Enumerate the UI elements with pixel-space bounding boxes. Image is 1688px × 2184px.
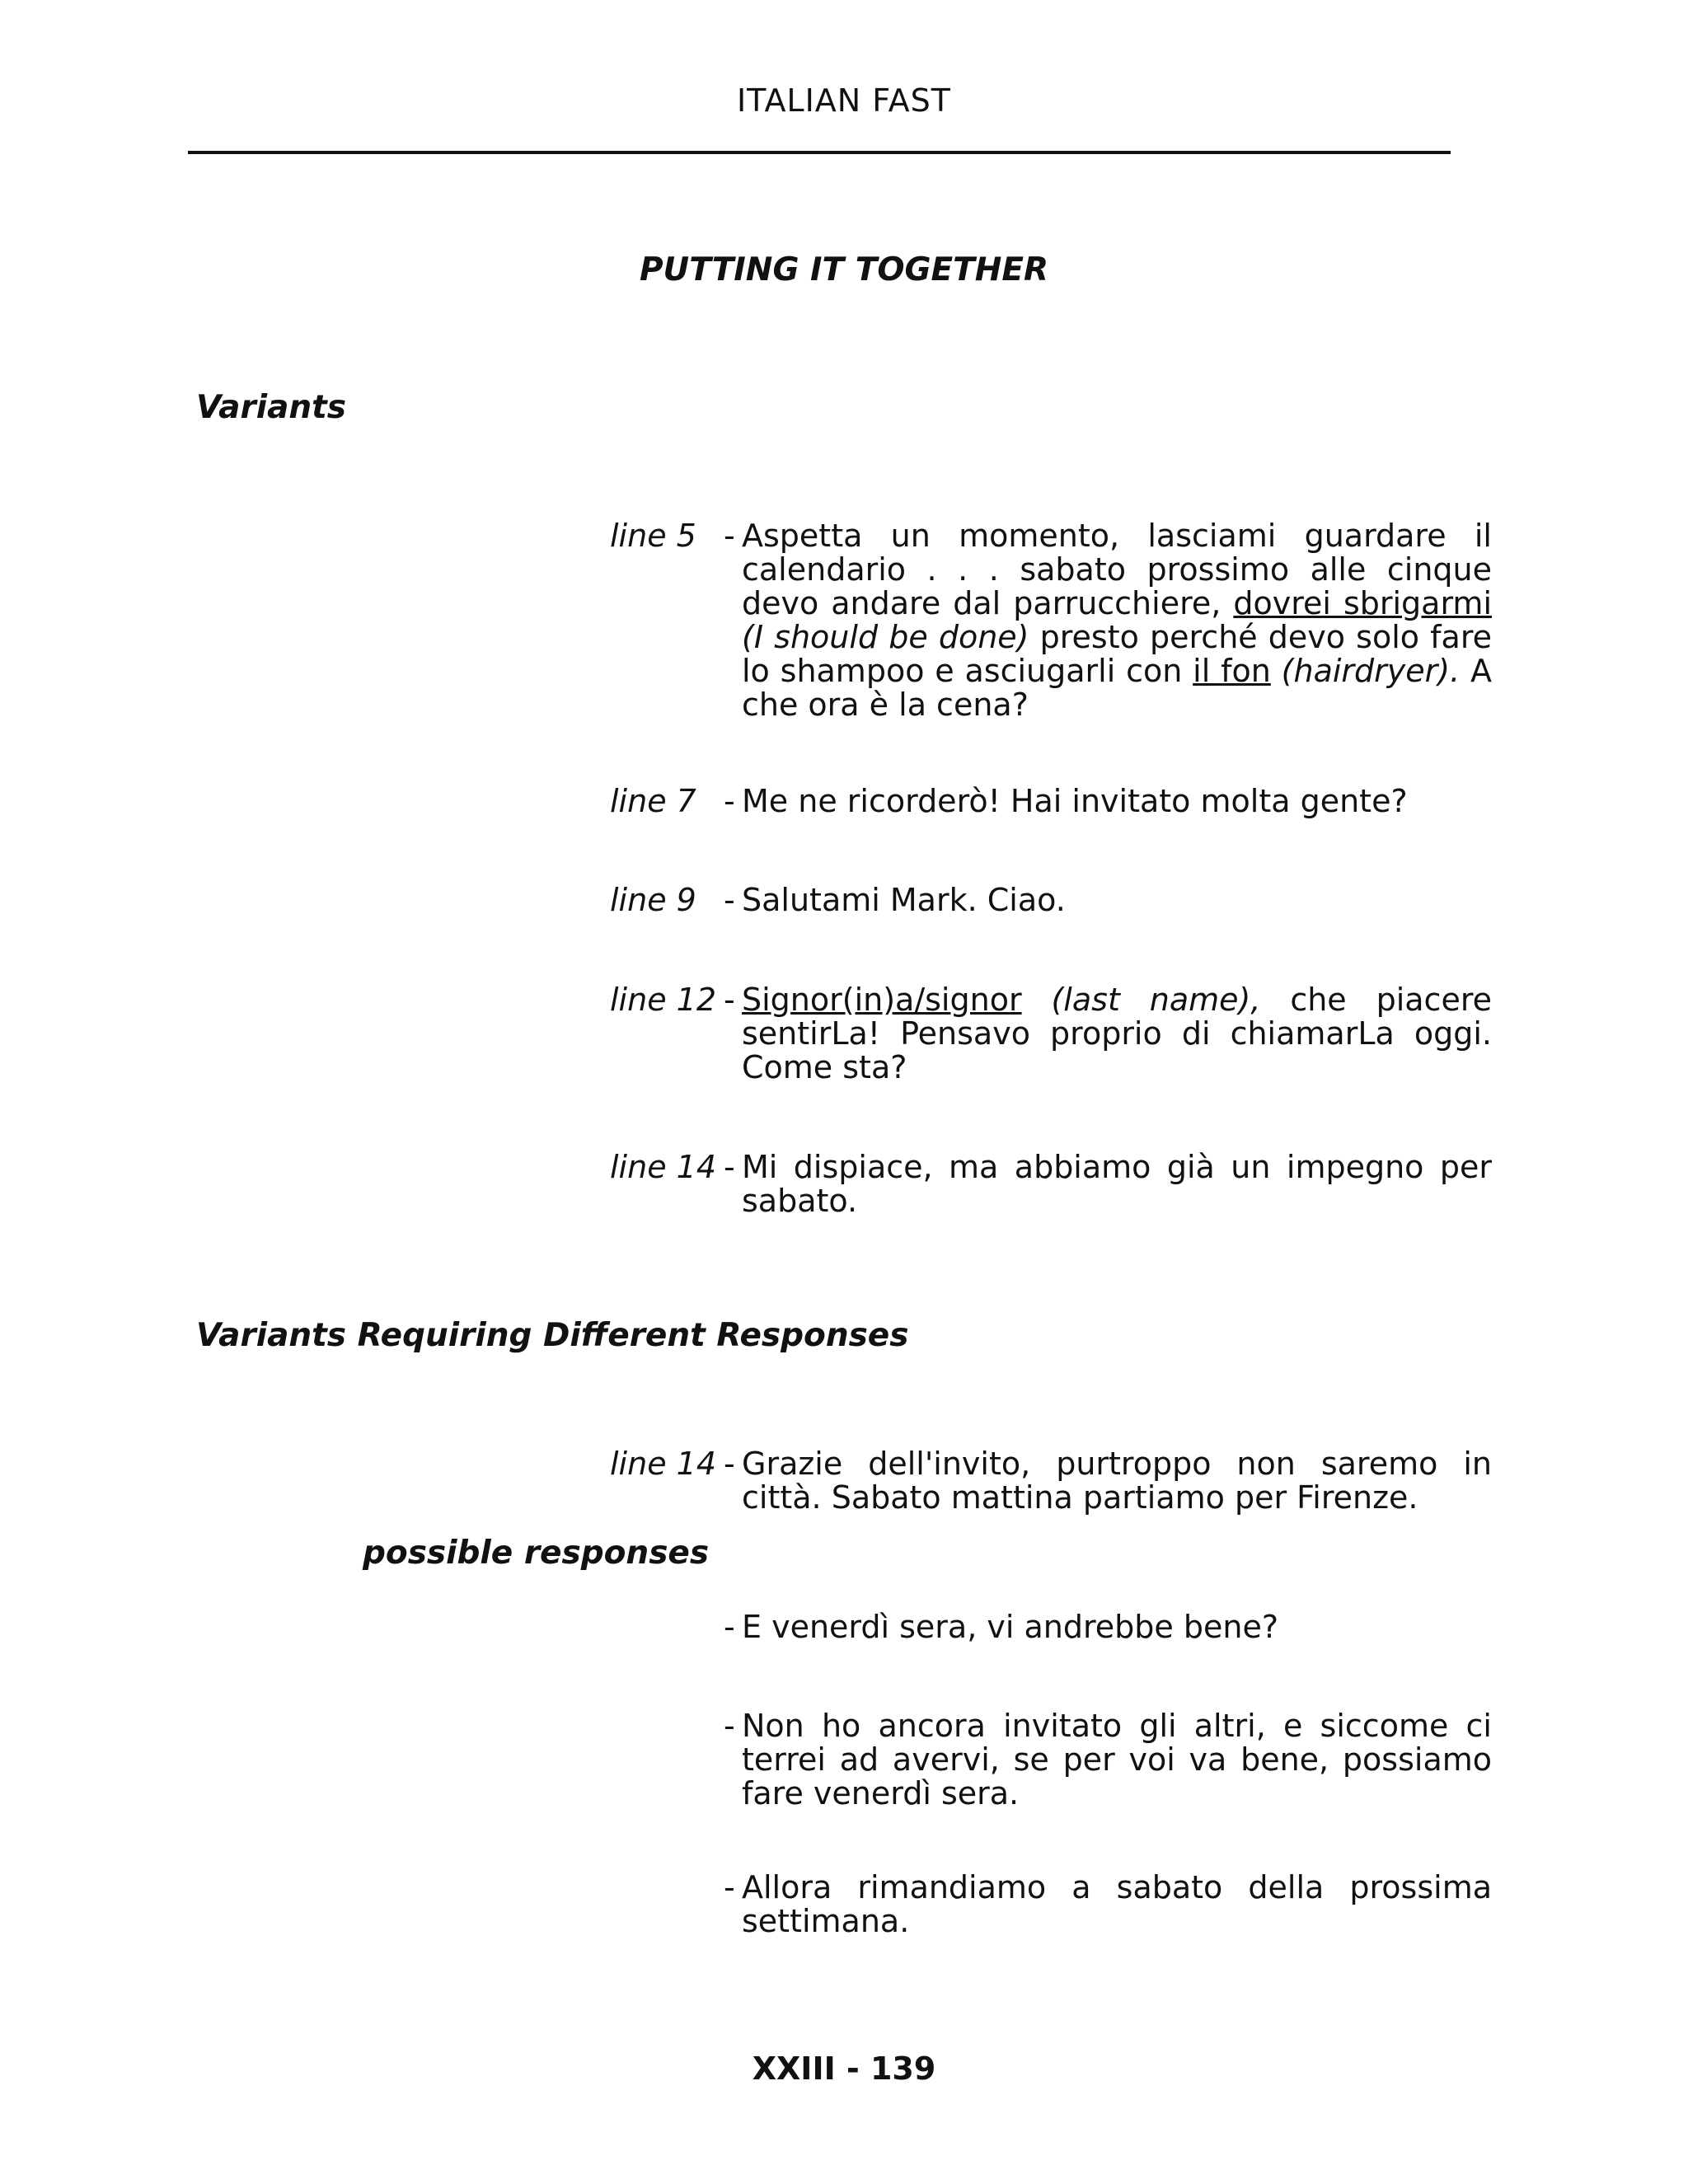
text-run: che piacere sentirLa! Pensavo proprio di chiamarLa oggi. Come sta? xyxy=(742,982,1492,1085)
variant-line-12 xyxy=(610,983,1492,1085)
page-number: XXIII - 139 xyxy=(752,2050,936,2087)
possible-response xyxy=(724,1709,1492,1811)
underlined-phrase: il fon xyxy=(1193,653,1271,689)
entry-text: Salutami Mark. Ciao. xyxy=(742,882,1066,918)
variant-line-9 xyxy=(610,883,1492,917)
entry-dash: - xyxy=(724,518,735,554)
variant-line-14 xyxy=(610,1151,1492,1218)
entry-dash: - xyxy=(724,1446,735,1482)
line-ref: line 14 xyxy=(610,1446,717,1482)
running-header: ITALIAN FAST xyxy=(736,82,952,119)
italic-gloss: (last name), xyxy=(1021,982,1261,1018)
entry-dash: - xyxy=(724,783,735,819)
text-run: A che ora è la cena? xyxy=(742,653,1493,723)
underlined-phrase: dovrei sbrigarmi xyxy=(1233,585,1492,621)
entry-dash: - xyxy=(724,1708,735,1744)
italic-gloss: (hairdryer). xyxy=(1270,653,1461,689)
response-text: E venerdì sera, vi andrebbe bene? xyxy=(742,1609,1278,1645)
line-ref: line 7 xyxy=(610,783,696,819)
text-run: presto perché devo solo fare lo shampoo e asciugarli con xyxy=(742,619,1492,689)
section-heading-variants: Variants xyxy=(196,389,347,426)
entry-text: Grazie dell'invito, purtroppo non saremo in città. Sabato mattina partiamo per Firenze. xyxy=(742,1446,1492,1516)
underlined-phrase: Signor(in)a/signor xyxy=(742,982,1022,1018)
variant-line-7 xyxy=(610,785,1492,818)
page-heading: PUTTING IT TOGETHER xyxy=(639,251,1049,288)
line-ref: line 9 xyxy=(610,882,696,918)
line-ref: line 5 xyxy=(610,518,696,554)
possible-response xyxy=(724,1871,1492,1938)
entry-text xyxy=(742,983,1492,1085)
different-line-14 xyxy=(610,1447,1492,1515)
entry-dash: - xyxy=(724,1609,735,1645)
text-run: Aspetta un momento, lasciami guardare il calendario . . . sabato prossimo alle cinque devo andare dal parrucchiere, xyxy=(742,518,1492,621)
entry-dash: - xyxy=(724,982,735,1018)
response-text: Allora rimandiamo a sabato della prossima settimana. xyxy=(742,1869,1492,1939)
entry-dash: - xyxy=(724,1149,735,1185)
possible-responses-label: possible responses xyxy=(363,1535,710,1572)
italic-gloss: (I should be done) xyxy=(742,619,1029,655)
response-text: Non ho ancora invitato gli altri, e siccome ci terrei ad avervi, se per voi va bene, possiamo fare venerdì sera. xyxy=(742,1708,1492,1811)
entry-text xyxy=(742,519,1492,722)
variant-line-5 xyxy=(610,519,1492,722)
entry-dash: - xyxy=(724,882,735,918)
possible-response xyxy=(724,1610,1492,1644)
entry-text: Me ne ricorderò! Hai invitato molta gente? xyxy=(742,783,1408,819)
entry-text: Mi dispiace, ma abbiamo già un impegno per sabato. xyxy=(742,1149,1492,1219)
line-ref: line 14 xyxy=(610,1149,717,1185)
entry-dash: - xyxy=(724,1869,735,1905)
section-heading-different-responses: Variants Requiring Different Responses xyxy=(196,1317,909,1354)
header-rule xyxy=(188,151,1451,154)
line-ref: line 12 xyxy=(610,982,717,1018)
